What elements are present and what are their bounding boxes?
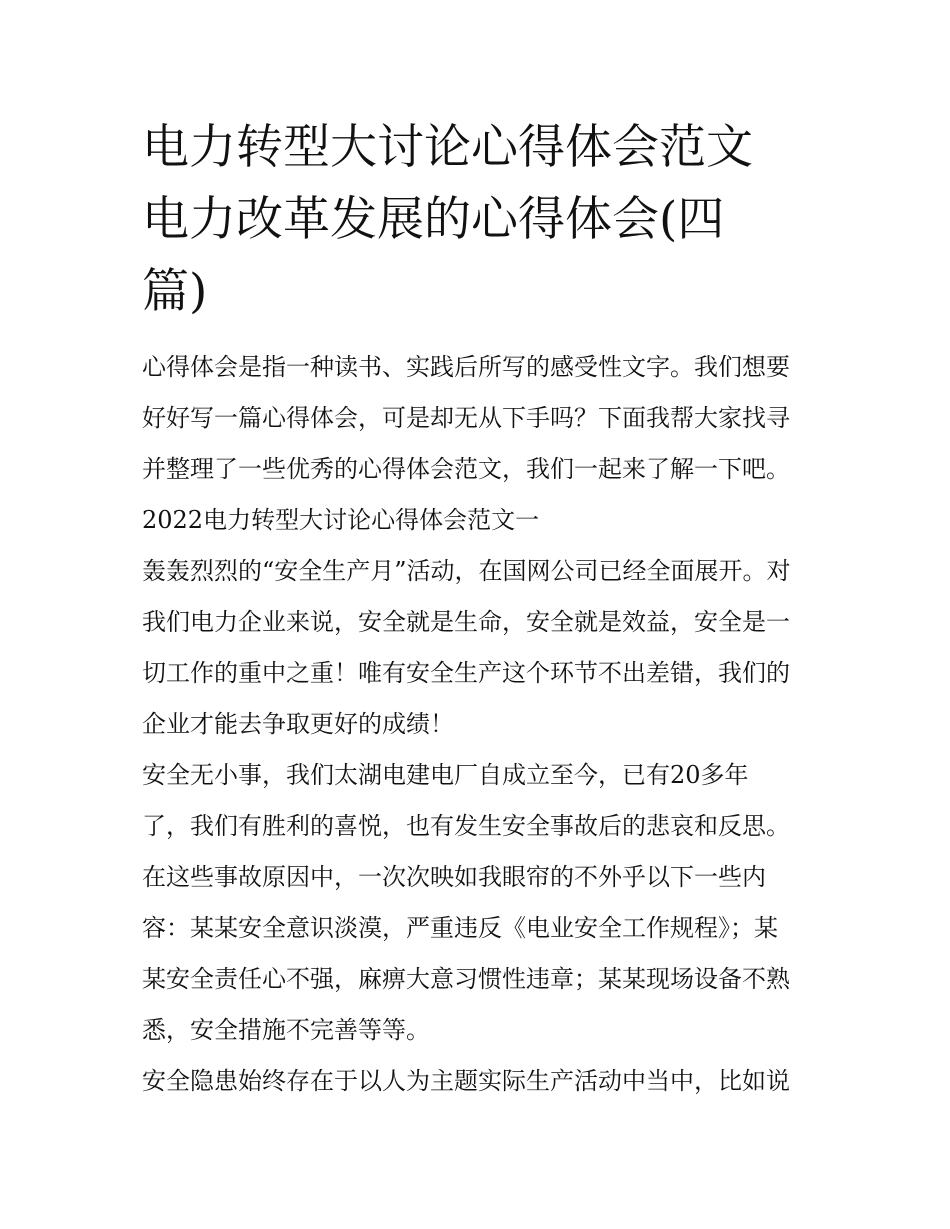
text-line: 轰轰烈烈的“安全生产月”活动，在国网公司已经全面展开。对	[142, 557, 791, 585]
text-line: 并整理了一些优秀的心得体会范文，我们一起来了解一下吧。	[142, 455, 790, 483]
body-paragraph	[142, 750, 814, 1056]
title-line: 电力转型大讨论心得体会范文	[142, 120, 753, 175]
text-line: 好好写一篇心得体会，可是却无从下手吗？下面我帮大家找寻	[142, 404, 790, 432]
intro-paragraph	[142, 342, 814, 495]
title-line: 电力改革发展的心得体会(四	[142, 192, 725, 247]
text-line: 心得体会是指一种读书、实践后所写的感受性文字。我们想要	[142, 353, 790, 381]
text-line: 企业才能去争取更好的成绩！	[142, 710, 454, 738]
document-content	[142, 112, 814, 1107]
body-paragraph	[142, 546, 814, 750]
body-paragraph	[142, 1056, 814, 1107]
text-line: 2022电力转型大讨论心得体会范文一	[142, 506, 540, 534]
text-line: 悉，安全措施不完善等等。	[142, 1016, 430, 1044]
text-line: 切工作的重中之重！唯有安全生产这个环节不出差错，我们的	[142, 659, 790, 687]
text-line: 某安全责任心不强，麻痹大意习惯性违章；某某现场设备不熟	[142, 965, 790, 993]
text-line: 安全无小事，我们太湖电建电厂自成立至今，已有20多年	[142, 761, 749, 789]
section-heading	[142, 495, 814, 546]
text-line: 安全隐患始终存在于以人为主题实际生产活动中当中，比如说	[142, 1067, 790, 1095]
document-body	[142, 342, 814, 1107]
text-line: 容：某某安全意识淡漠，严重违反《电业安全工作规程》；某	[142, 914, 778, 942]
text-line: 我们电力企业来说，安全就是生命，安全就是效益，安全是一	[142, 608, 790, 636]
text-line: 了，我们有胜利的喜悦，也有发生安全事故后的悲哀和反思。	[142, 812, 790, 840]
title-line: 篇)	[142, 264, 208, 319]
document-title	[142, 112, 814, 328]
text-line: 在这些事故原因中，一次次映如我眼帘的不外乎以下一些内	[142, 863, 766, 891]
